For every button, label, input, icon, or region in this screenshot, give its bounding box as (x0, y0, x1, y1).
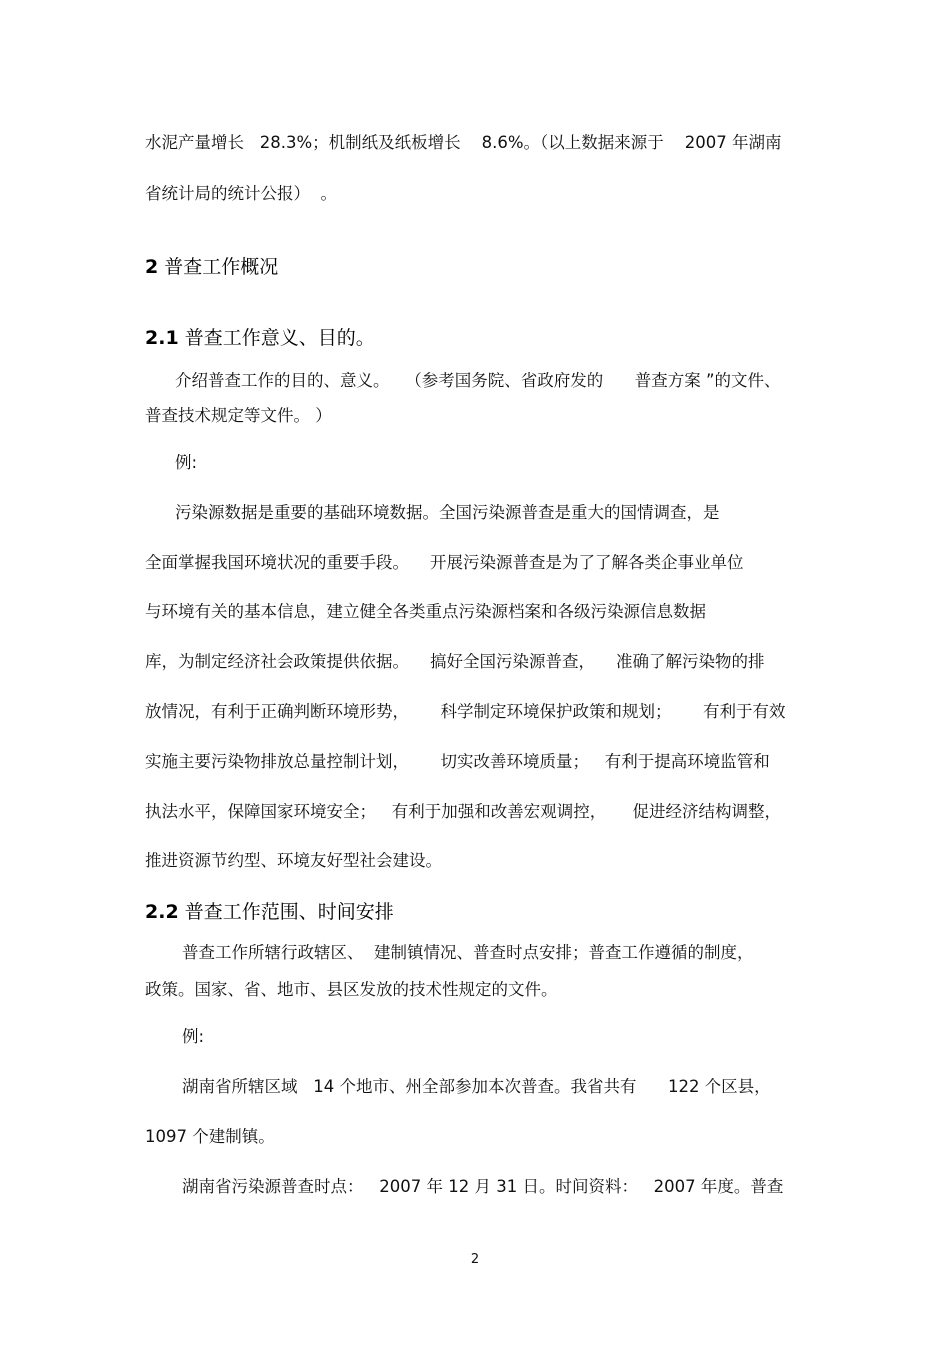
paragraph-line: 实施主要污染物排放总量控制计划， 切实改善环境质量； 有利于提高环境监管和 (145, 752, 770, 771)
section-heading-2-2 (145, 900, 394, 924)
paragraph-line: 1097 个建制镇。 (145, 1127, 275, 1146)
paragraph-line: 全面掌握我国环境状况的重要手段。 开展污染源普查是为了了解各类企事业单位 (145, 553, 744, 572)
paragraph-line: 执法水平，保障国家环境安全； 有利于加强和改善宏观调控， 促进经济结构调整， (145, 802, 781, 821)
paragraph-line: 与环境有关的基本信息，建立健全各类重点污染源档案和各级污染源信息数据 (145, 602, 706, 621)
paragraph-line: 污染源数据是重要的基础环境数据。全国污染源普查是重大的国情调查，是 (175, 503, 720, 522)
page-number: 2 (470, 1252, 480, 1267)
paragraph-line: 湖南省所辖区域 14 个地市、州全部参加本次普查。我省共有 122 个区县， (182, 1077, 771, 1096)
paragraph-line: 湖南省污染源普查时点： 2007 年 12 月 31 日。时间资料： 2007 年度。普查 (182, 1177, 784, 1196)
paragraph-line: 推进资源节约型、环境友好型社会建设。 (145, 851, 442, 870)
section-number: 2 (145, 256, 159, 278)
paragraph-line: 放情况，有利于正确判断环境形势， 科学制定环境保护政策和规划； 有利于有效 (145, 702, 786, 721)
example-label: 例: (182, 1027, 205, 1046)
section-heading-2 (145, 255, 278, 279)
paragraph-line: 介绍普查工作的目的、意义。 （参考国务院、省政府发的 普查方案 ”的文件、 (175, 371, 781, 390)
example-label: 例: (175, 453, 198, 472)
paragraph-line: 政策。国家、省、地市、县区发放的技术性规定的文件。 (145, 980, 558, 999)
paragraph-line: 库，为制定经济社会政策提供依据。 搞好全国污染源普查， 准确了解污染物的排 (145, 652, 765, 671)
section-title: 普查工作意义、目的。 (184, 327, 375, 349)
section-heading-2-1 (145, 326, 375, 350)
paragraph-line: 水泥产量增长 28.3%；机制纸及纸板增长 8.6%。（以上数据来源于 2007 年湖南 (145, 133, 782, 152)
section-number: 2.1 (145, 327, 179, 349)
paragraph-line: 普查技术规定等文件。 ） (145, 406, 332, 425)
section-title: 普查工作概况 (164, 256, 279, 278)
paragraph-line: 普查工作所辖行政辖区、 建制镇情况、普查时点安排；普查工作遵循的制度， (182, 943, 754, 962)
section-number: 2.2 (145, 901, 179, 923)
section-title: 普查工作范围、时间安排 (184, 901, 394, 923)
paragraph-line: 省统计局的统计公报） 。 (145, 184, 337, 203)
